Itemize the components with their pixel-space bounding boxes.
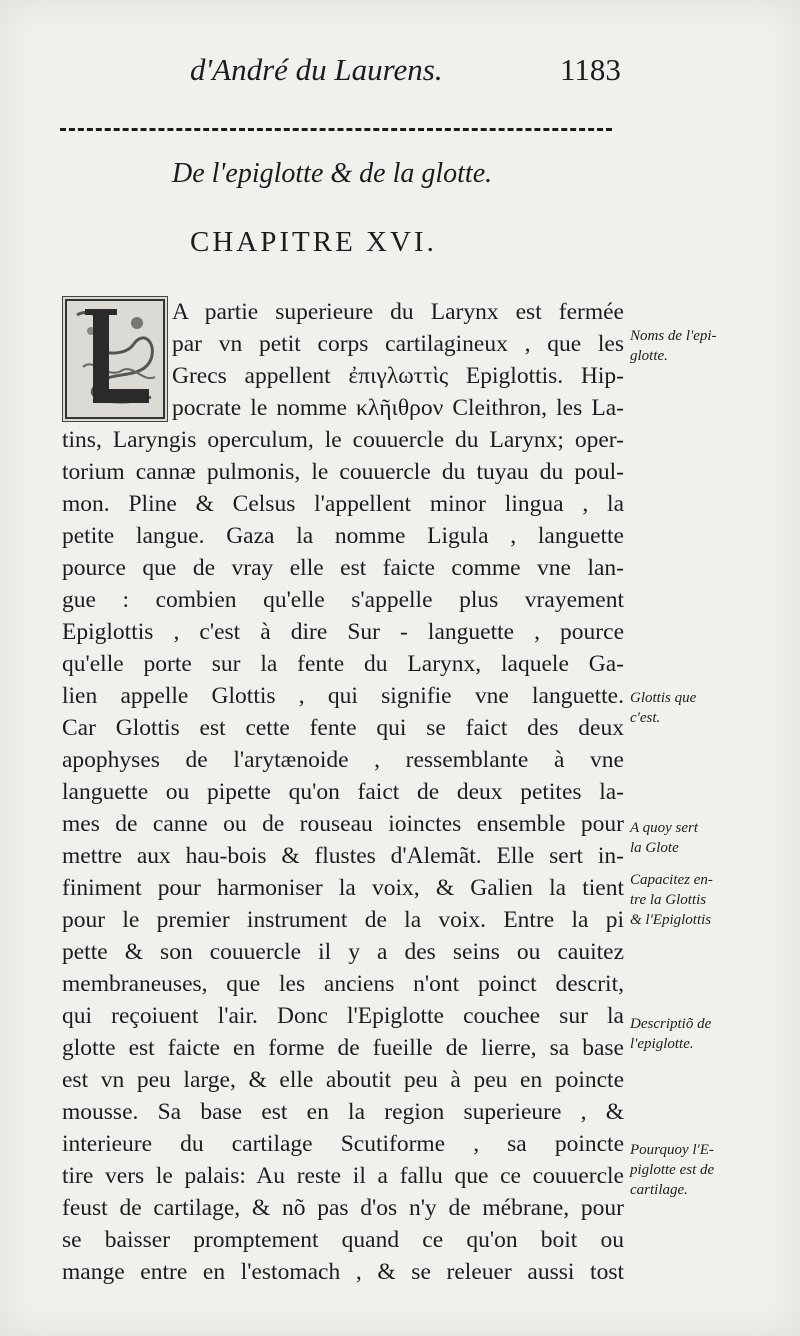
text-line: mettre aux hau-bois & flustes d'Alemãt. Elle sert in- [62,843,624,869]
margin-note: Pourquoy l'E- piglotte est de cartilage. [630,1142,715,1198]
text-line: pource que de vray elle est faicte comme vne lan- [62,555,624,581]
text-line: qui reçoiuent l'air. Donc l'Epiglotte couchee sur la [62,1003,624,1029]
text-line: membraneuses, que les anciens n'ont poinct descrit, [62,971,624,997]
chapter-heading: CHAPITRE XVI. [190,226,437,258]
text-line: glotte est faicte en forme de fueille de lierre, sa base [62,1035,624,1061]
text-line: interieure du cartilage Scutiforme , sa poincte [62,1131,624,1157]
running-head: d'André du Laurens. [190,52,443,87]
text-line: A partie superieure du Larynx est fermée [172,299,624,325]
text-line: tire vers le palais: Au reste il a fallu que ce couuercle [62,1163,624,1189]
text-line: pour le premier instrument de la voix. Entre la pi [62,907,624,933]
margin-note: A quoy sert la Glote [630,820,699,856]
margin-note: Descriptiõ de l'epiglotte. [630,1016,712,1052]
text-line: languette ou pipette qu'on faict de deux petites la- [62,779,624,805]
text-line: Grecs appellent ἐπιγλωττὶς Epiglottis. Hip- [172,363,624,389]
text-line: mon. Pline & Celsus l'appellent minor lingua , la [62,491,624,517]
header-rule [60,128,612,131]
text-line: mousse. Sa base est en la region superieure , & [62,1099,624,1125]
text-line: apophyses de l'arytænoide , ressemblante à vne [62,747,624,773]
margin-note: Noms de l'epi- glotte. [630,328,717,364]
margin-note: Capacitez en- tre la Glottis & l'Epiglottis [630,872,713,928]
text-line: tins, Laryngis operculum, le couuercle du Larynx; oper- [62,427,624,453]
text-line: petite langue. Gaza la nomme Ligula , languette [62,523,624,549]
text-line: est vn peu large, & elle aboutit peu à peu en poincte [62,1067,624,1093]
page-number: 1183 [560,52,621,87]
text-line: se baisser promptement quand ce qu'on boit ou [62,1227,624,1253]
text-line: qu'elle porte sur la fente du Larynx, laquele Ga- [62,651,624,677]
text-line: Car Glottis est cette fente qui se faict des deux [62,715,624,741]
section-title: De l'epiglotte & de la glotte. [172,158,493,189]
text-line: mes de canne ou de rouseau ioinctes ensemble pour [62,811,624,837]
text-line: pocrate le nomme κλῆιθρον Cleithron, les La- [172,395,624,421]
text-line: feust de cartilage, & nõ pas d'os n'y de mébrane, pour [62,1195,624,1221]
text-line: gue : combien qu'elle s'appelle plus vrayement [62,587,624,613]
text-line: finiment pour harmoniser la voix, & Galien la tient [62,875,624,901]
text-line: lien appelle Glottis , qui signifie vne languette. [62,683,624,709]
text-line: Epiglottis , c'est à dire Sur - languette , pource [62,619,624,645]
text-line: mange entre en l'estomach , & se releuer aussi tost [62,1259,624,1285]
ornamental-initial-l-icon [62,296,168,422]
text-line: torium cannæ pulmonis, le couuercle du tuyau du poul- [62,459,624,485]
margin-note: Glottis que c'est. [630,690,697,726]
text-line: par vn petit corps cartilagineux , que les [172,331,624,357]
text-line: pette & son couuercle il y a des seins ou cauitez [62,939,624,965]
